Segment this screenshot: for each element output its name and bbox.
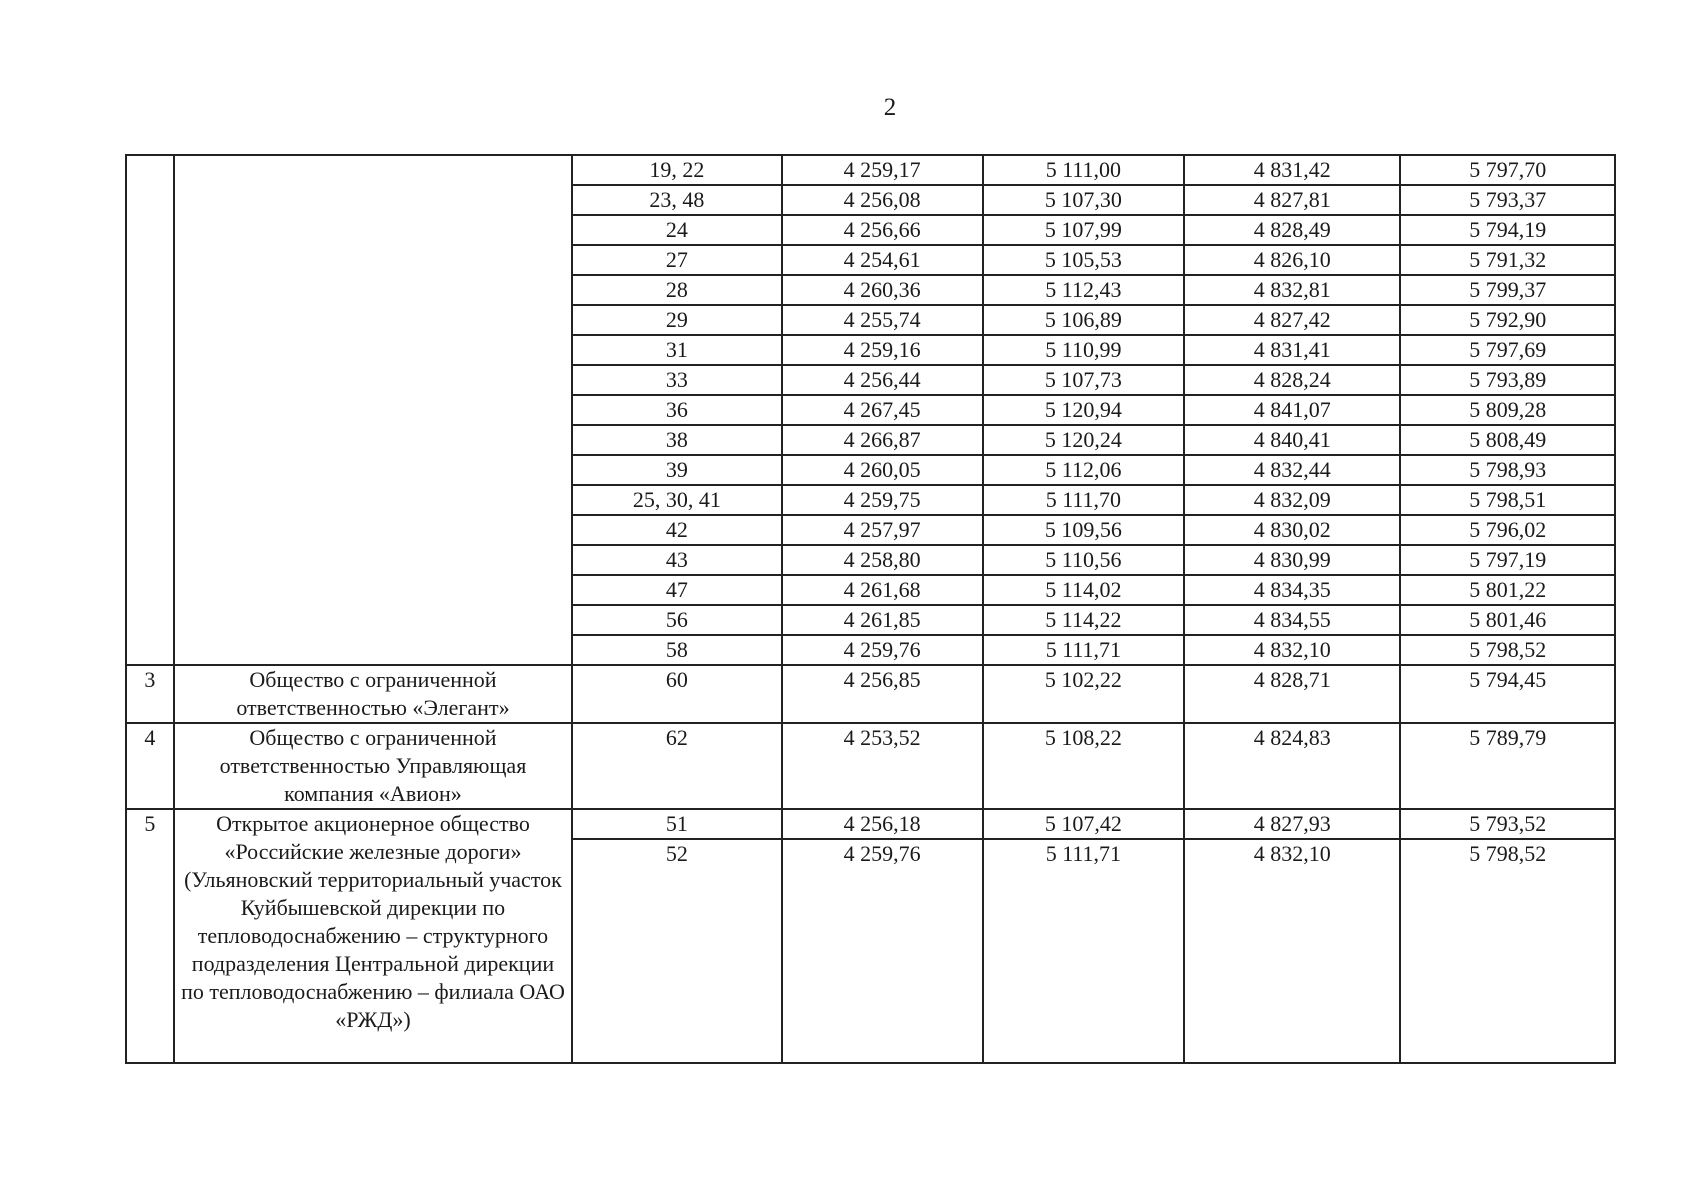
value-cell-1: 4 259,76 [782, 839, 983, 1063]
code-cell: 51 [572, 809, 781, 839]
index-cell: 3 [126, 665, 174, 723]
value-cell-4: 5 797,69 [1400, 335, 1615, 365]
index-cell [126, 155, 174, 665]
value-cell-4: 5 794,45 [1400, 665, 1615, 723]
value-cell-2: 5 109,56 [983, 515, 1184, 545]
value-cell-4: 5 801,22 [1400, 575, 1615, 605]
value-cell-1: 4 254,61 [782, 245, 983, 275]
table-row [126, 665, 1615, 723]
index-cell: 4 [126, 723, 174, 809]
value-cell-3: 4 841,07 [1184, 395, 1400, 425]
value-cell-1: 4 256,08 [782, 185, 983, 215]
table-row [126, 155, 1615, 185]
code-cell: 52 [572, 839, 781, 1063]
value-cell-3: 4 831,42 [1184, 155, 1400, 185]
org-cell [174, 155, 572, 665]
code-cell: 39 [572, 455, 781, 485]
value-cell-4: 5 797,70 [1400, 155, 1615, 185]
value-cell-3: 4 834,55 [1184, 605, 1400, 635]
value-cell-1: 4 259,76 [782, 635, 983, 665]
value-cell-2: 5 112,43 [983, 275, 1184, 305]
value-cell-2: 5 120,94 [983, 395, 1184, 425]
value-cell-2: 5 107,73 [983, 365, 1184, 395]
code-cell: 38 [572, 425, 781, 455]
org-name: Общество с ограниченной ответственностью «Элегант» [174, 665, 572, 723]
code-cell: 28 [572, 275, 781, 305]
value-cell-3: 4 828,71 [1184, 665, 1400, 723]
value-cell-4: 5 791,32 [1400, 245, 1615, 275]
value-cell-1: 4 259,17 [782, 155, 983, 185]
code-cell: 43 [572, 545, 781, 575]
value-cell-1: 4 261,68 [782, 575, 983, 605]
code-cell: 25, 30, 41 [572, 485, 781, 515]
value-cell-2: 5 111,71 [983, 635, 1184, 665]
value-cell-2: 5 114,02 [983, 575, 1184, 605]
value-cell-3: 4 832,81 [1184, 275, 1400, 305]
value-cell-4: 5 792,90 [1400, 305, 1615, 335]
index-cell: 5 [126, 809, 174, 1063]
value-cell-2: 5 102,22 [983, 665, 1184, 723]
value-cell-3: 4 828,49 [1184, 215, 1400, 245]
value-cell-2: 5 106,89 [983, 305, 1184, 335]
value-cell-4: 5 796,02 [1400, 515, 1615, 545]
code-cell: 23, 48 [572, 185, 781, 215]
value-cell-1: 4 256,66 [782, 215, 983, 245]
value-cell-4: 5 809,28 [1400, 395, 1615, 425]
value-cell-1: 4 255,74 [782, 305, 983, 335]
value-cell-1: 4 259,16 [782, 335, 983, 365]
value-cell-3: 4 840,41 [1184, 425, 1400, 455]
code-cell: 36 [572, 395, 781, 425]
value-cell-4: 5 789,79 [1400, 723, 1615, 809]
value-cell-2: 5 105,53 [983, 245, 1184, 275]
value-cell-1: 4 256,18 [782, 809, 983, 839]
value-cell-3: 4 827,42 [1184, 305, 1400, 335]
value-cell-2: 5 111,71 [983, 839, 1184, 1063]
value-cell-1: 4 259,75 [782, 485, 983, 515]
value-cell-4: 5 798,93 [1400, 455, 1615, 485]
value-cell-4: 5 793,89 [1400, 365, 1615, 395]
value-cell-4: 5 793,52 [1400, 809, 1615, 839]
code-cell: 27 [572, 245, 781, 275]
value-cell-2: 5 107,30 [983, 185, 1184, 215]
page-number: 2 [883, 94, 897, 121]
code-cell: 19, 22 [572, 155, 781, 185]
value-cell-1: 4 260,36 [782, 275, 983, 305]
value-cell-2: 5 110,99 [983, 335, 1184, 365]
value-cell-3: 4 824,83 [1184, 723, 1400, 809]
org-name: Общество с ограниченной ответственностью Управляющая компания «Авион» [174, 723, 572, 809]
value-cell-1: 4 267,45 [782, 395, 983, 425]
tariff-table [125, 154, 1616, 1064]
code-cell: 62 [572, 723, 781, 809]
value-cell-1: 4 253,52 [782, 723, 983, 809]
code-cell: 24 [572, 215, 781, 245]
value-cell-1: 4 260,05 [782, 455, 983, 485]
value-cell-3: 4 827,81 [1184, 185, 1400, 215]
value-cell-2: 5 107,42 [983, 809, 1184, 839]
value-cell-1: 4 256,85 [782, 665, 983, 723]
code-cell: 47 [572, 575, 781, 605]
code-cell: 58 [572, 635, 781, 665]
value-cell-2: 5 107,99 [983, 215, 1184, 245]
value-cell-2: 5 111,00 [983, 155, 1184, 185]
value-cell-2: 5 111,70 [983, 485, 1184, 515]
org-name: Открытое акционерное общество «Российские железные дороги» (Ульяновский территориальный участок Куйбышевской дирекции по тепловодоснабжению – структурного подразделения Центральной дирекции по тепловодоснабжению – филиала ОАО «РЖД») [174, 809, 572, 1063]
value-cell-3: 4 832,10 [1184, 839, 1400, 1063]
value-cell-4: 5 799,37 [1400, 275, 1615, 305]
value-cell-3: 4 834,35 [1184, 575, 1400, 605]
code-cell: 33 [572, 365, 781, 395]
value-cell-2: 5 120,24 [983, 425, 1184, 455]
table-row [126, 723, 1615, 809]
value-cell-3: 4 828,24 [1184, 365, 1400, 395]
value-cell-4: 5 801,46 [1400, 605, 1615, 635]
value-cell-3: 4 832,09 [1184, 485, 1400, 515]
value-cell-3: 4 830,02 [1184, 515, 1400, 545]
value-cell-4: 5 794,19 [1400, 215, 1615, 245]
value-cell-4: 5 793,37 [1400, 185, 1615, 215]
value-cell-3: 4 832,10 [1184, 635, 1400, 665]
value-cell-1: 4 266,87 [782, 425, 983, 455]
value-cell-4: 5 808,49 [1400, 425, 1615, 455]
value-cell-2: 5 112,06 [983, 455, 1184, 485]
code-cell: 56 [572, 605, 781, 635]
value-cell-3: 4 832,44 [1184, 455, 1400, 485]
tariff-table-body [126, 155, 1615, 1063]
value-cell-4: 5 798,52 [1400, 839, 1615, 1063]
value-cell-3: 4 830,99 [1184, 545, 1400, 575]
value-cell-1: 4 261,85 [782, 605, 983, 635]
value-cell-4: 5 798,52 [1400, 635, 1615, 665]
value-cell-2: 5 108,22 [983, 723, 1184, 809]
code-cell: 31 [572, 335, 781, 365]
value-cell-4: 5 797,19 [1400, 545, 1615, 575]
value-cell-3: 4 826,10 [1184, 245, 1400, 275]
value-cell-1: 4 256,44 [782, 365, 983, 395]
value-cell-3: 4 827,93 [1184, 809, 1400, 839]
value-cell-1: 4 258,80 [782, 545, 983, 575]
value-cell-1: 4 257,97 [782, 515, 983, 545]
value-cell-2: 5 114,22 [983, 605, 1184, 635]
code-cell: 60 [572, 665, 781, 723]
value-cell-3: 4 831,41 [1184, 335, 1400, 365]
code-cell: 42 [572, 515, 781, 545]
value-cell-2: 5 110,56 [983, 545, 1184, 575]
code-cell: 29 [572, 305, 781, 335]
table-row [126, 809, 1615, 839]
value-cell-4: 5 798,51 [1400, 485, 1615, 515]
